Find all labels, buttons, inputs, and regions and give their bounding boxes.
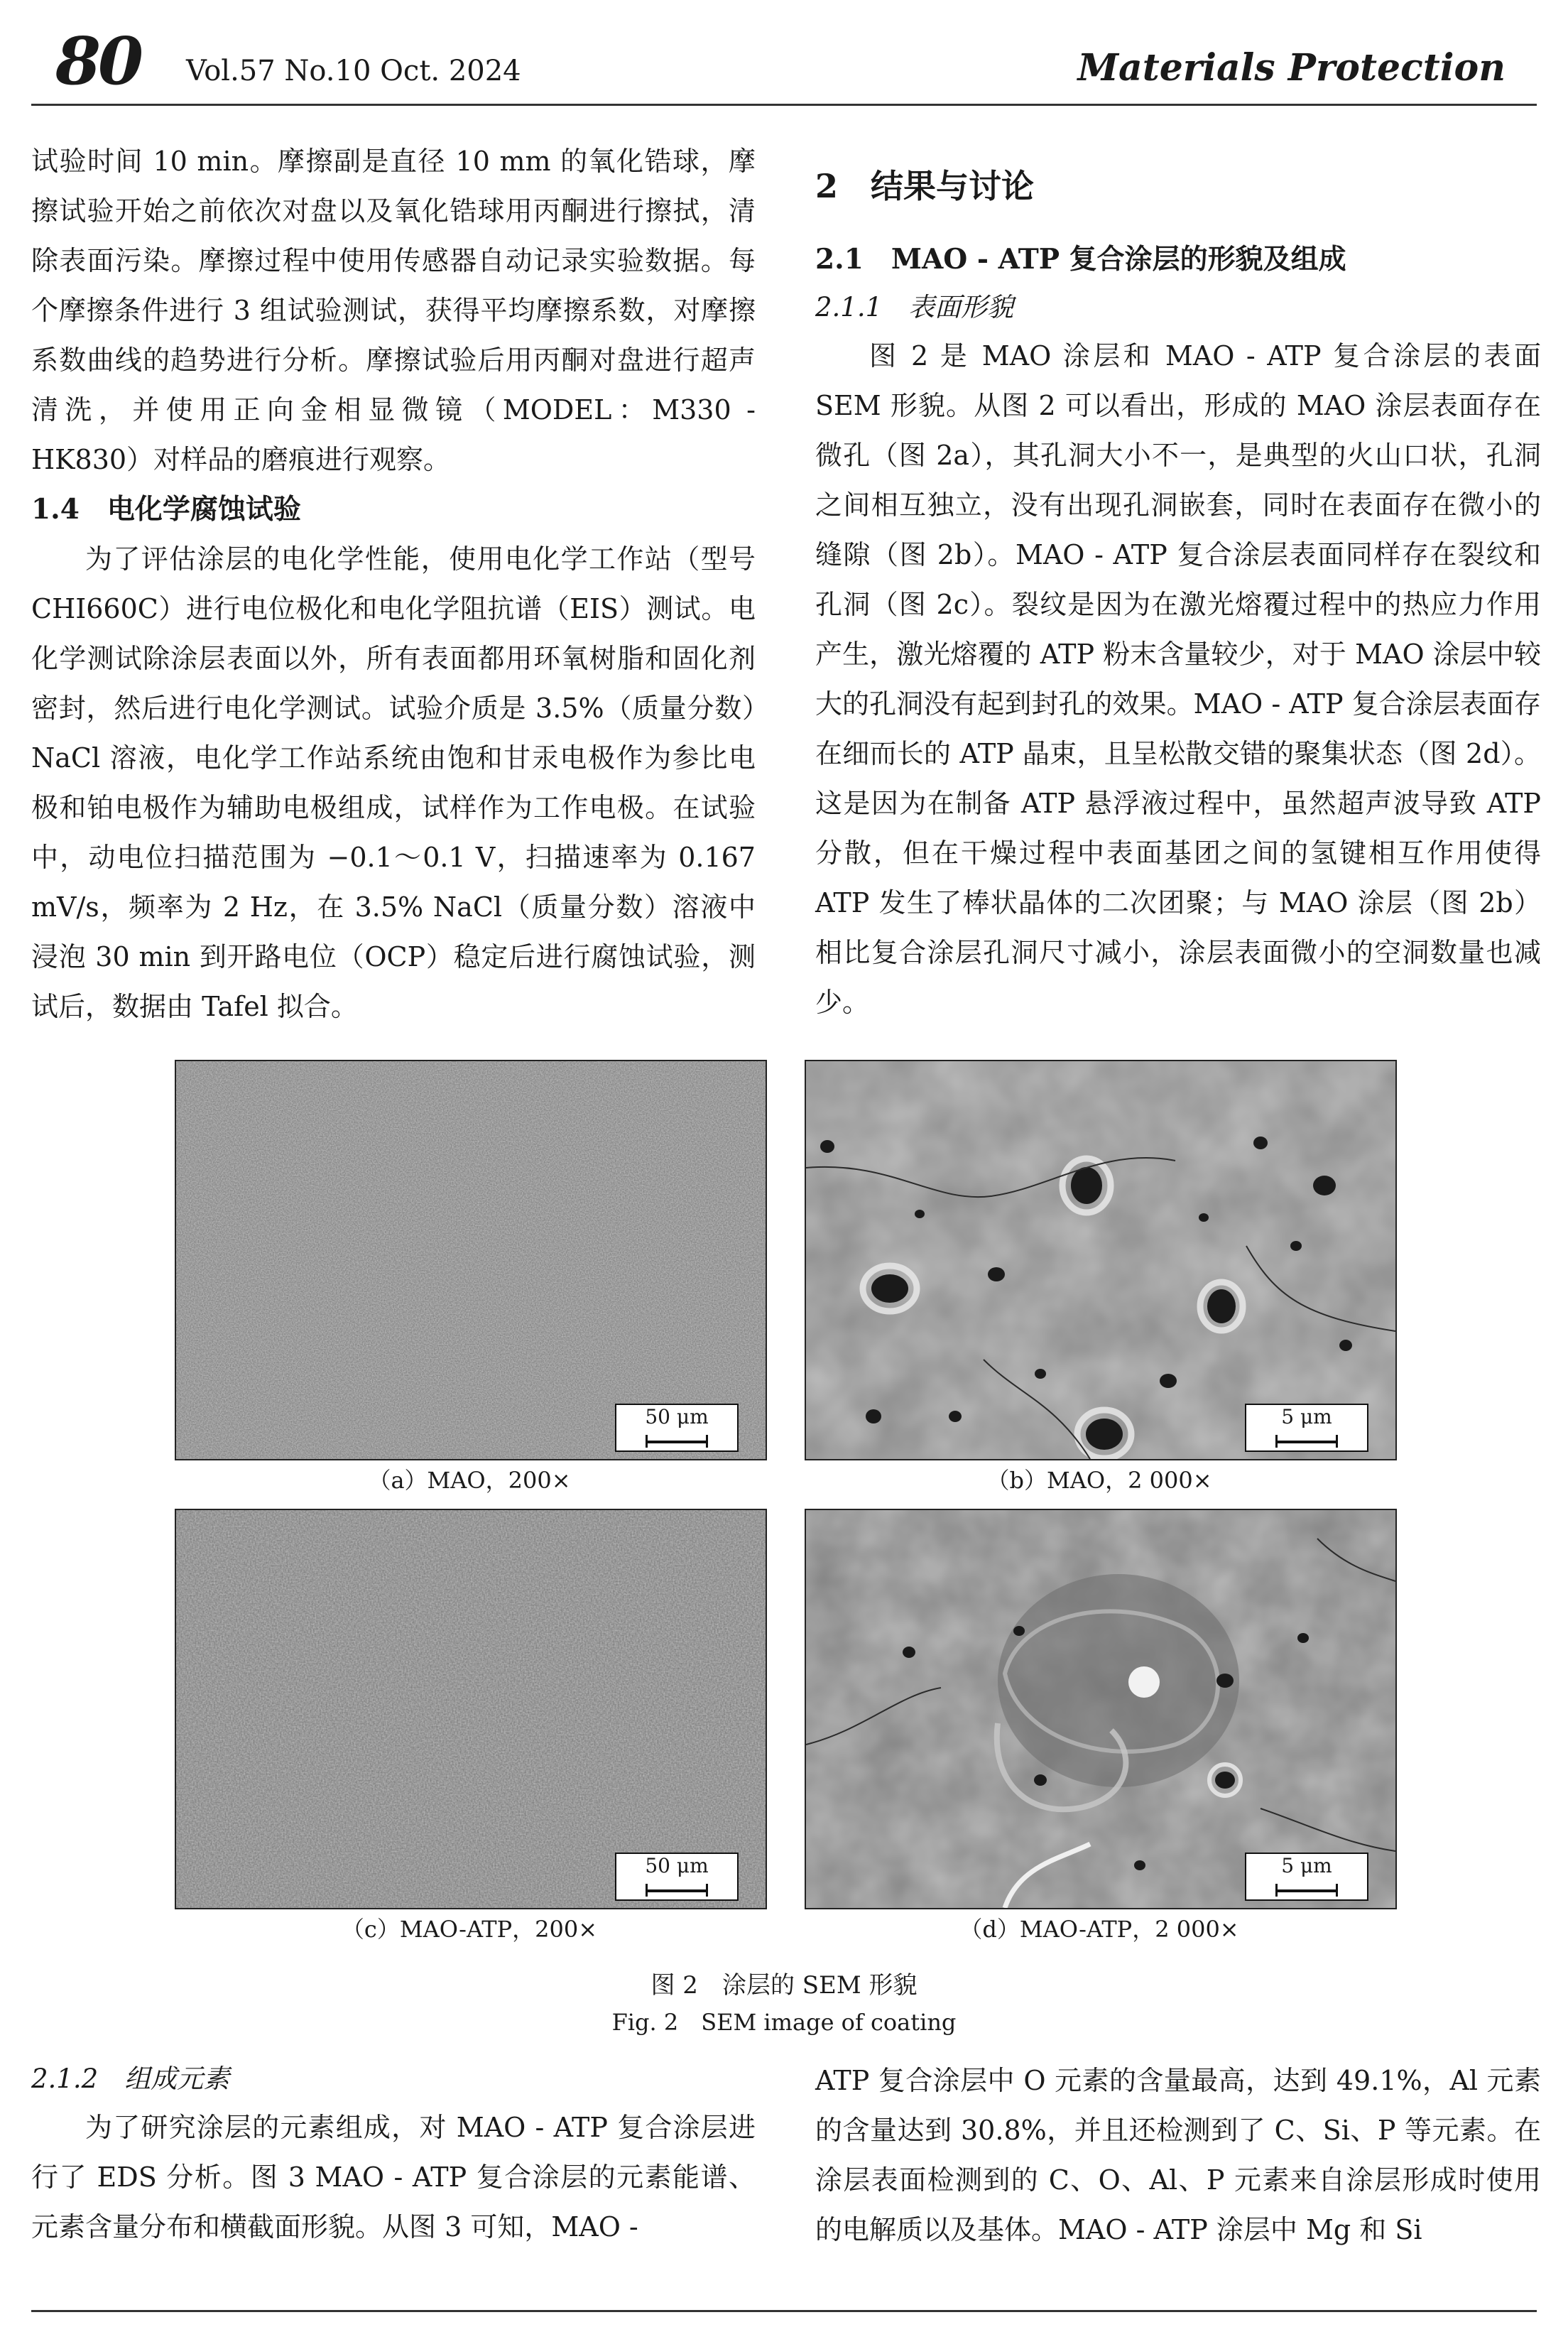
footer-rule	[31, 2310, 1537, 2312]
figure-caption-en: Fig. 2 SEM image of coating	[611, 2009, 957, 2036]
journal-title: Materials Protection	[1077, 46, 1506, 90]
paragraph-electrochem: 为了评估涂层的电化学性能，使用电化学工作站（型号 CHI660C）进行电位极化和电化学阻抗谱（EIS）测试。电化学测试除涂层表面以外，所有表面都用环氧树脂和固化剂密封，然后进行电化学测试。试验介质是 3.5%（质量分数）NaCl 溶液，电化学工作站系统由饱和甘汞电极作为参比电极和铂电极作为辅助电极组成，试样作为工作电极。在试验中，动电位扫描范围为 −0.1～0.1 V，扫描速率为 0.167 mV/s，频率为 2 Hz，在 3.5% NaCl（质量分数）溶液中浸泡 30 min 到开路电位（OCP）稳定后进行腐蚀试验，测试后，数据由 Tafel 拟合。	[31, 543, 756, 1022]
subcaption-b: （b）MAO，2 000×	[986, 1467, 1212, 1494]
section-heading-2-1-1: 2.1.1 表面形貌	[815, 292, 1014, 322]
scale-bar-d: 5 μm	[1245, 1853, 1368, 1901]
sem-image-d	[805, 1509, 1397, 1909]
paragraph-surface-morphology: 图 2 是 MAO 涂层和 MAO - ATP 复合涂层的表面 SEM 形貌。从图 2 可以看出，形成的 MAO 涂层表面存在微孔（图 2a），其孔洞大小不一，是典型的火山口状，孔洞之间相互独立，没有出现孔洞嵌套，同时在表面存在微小的缝隙（图 2b）。MAO - ATP 复合涂层表面同样存在裂纹和孔洞（图 2c）。裂纹是因为在激光熔覆过程中的热应力作用产生，激光熔覆的 ATP 粉末含量较少，对于 MAO 涂层中较大的孔洞没有起到封孔的效果。MAO - ATP 复合涂层表面存在细而长的 ATP 晶束，且呈松散交错的聚集状态（图 2d）。这是因为在制备 ATP 悬浮液过程中，虽然超声波导致 ATP 分散，但在干燥过程中表面基团之间的氢键相互作用使得 ATP 发生了棒状晶体的二次团聚；与 MAO 涂层（图 2b）相比复合涂层孔洞尺寸减小，涂层表面微小的空洞数量也减少。	[815, 340, 1541, 1018]
scale-bar-c: 50 μm	[615, 1853, 739, 1901]
left-column	[31, 136, 756, 1031]
bottom-right-column	[815, 2056, 1541, 2255]
section-heading-2-1-2: 2.1.2 组成元素	[31, 2063, 230, 2094]
scale-bar-b: 5 μm	[1245, 1404, 1368, 1452]
right-column	[815, 158, 1541, 1027]
subcaption-d: （d）MAO-ATP，2 000×	[959, 1916, 1239, 1943]
figure-caption-cn: 图 2 涂层的 SEM 形貌	[650, 1971, 918, 2000]
paragraph-eds-results: ATP 复合涂层中 O 元素的含量最高，达到 49.1%，Al 元素的含量达到 30.8%，并且还检测到了 C、Si、P 等元素。在涂层表面检测到的 C、O、Al、P 元素来自涂层形成时使用的电解质以及基体。MAO - ATP 涂层中 Mg 和 Si	[815, 2065, 1541, 2245]
volume-info: Vol.57 No.10 Oct. 2024	[186, 55, 521, 87]
sem-image-a	[175, 1060, 767, 1460]
subcaption-c: （c）MAO-ATP，200×	[341, 1916, 598, 1943]
header-rule	[31, 104, 1537, 106]
section-heading-2: 2 结果与讨论	[815, 167, 1035, 205]
scale-bar-a: 50 μm	[615, 1404, 739, 1452]
paragraph-friction-test: 试验时间 10 min。摩擦副是直径 10 mm 的氧化锆球，摩擦试验开始之前依次对盘以及氧化锆球用丙酮进行擦拭，清除表面污染。摩擦过程中使用传感器自动记录实验数据。每个摩擦条件进行 3 组试验测试，获得平均摩擦系数，对摩擦系数曲线的趋势进行分析。摩擦试验后用丙酮对盘进行超声清洗，并使用正向金相显微镜（MODEL：M330 - HK830）对样品的磨痕进行观察。	[31, 146, 756, 475]
sem-image-b	[805, 1060, 1397, 1460]
page-number: 80	[55, 23, 141, 99]
subcaption-a: （a）MAO，200×	[368, 1467, 571, 1494]
section-heading-2-1: 2.1 MAO - ATP 复合涂层的形貌及组成	[815, 243, 1346, 276]
sem-image-c	[175, 1509, 767, 1909]
paragraph-eds-intro: 为了研究涂层的元素组成，对 MAO - ATP 复合涂层进行了 EDS 分析。图 3 MAO - ATP 复合涂层的元素能谱、元素含量分布和横截面形貌。从图 3 可知，MAO -	[31, 2112, 756, 2242]
bottom-left-column	[31, 2056, 756, 2252]
section-heading-1-4: 1.4 电化学腐蚀试验	[31, 493, 301, 526]
